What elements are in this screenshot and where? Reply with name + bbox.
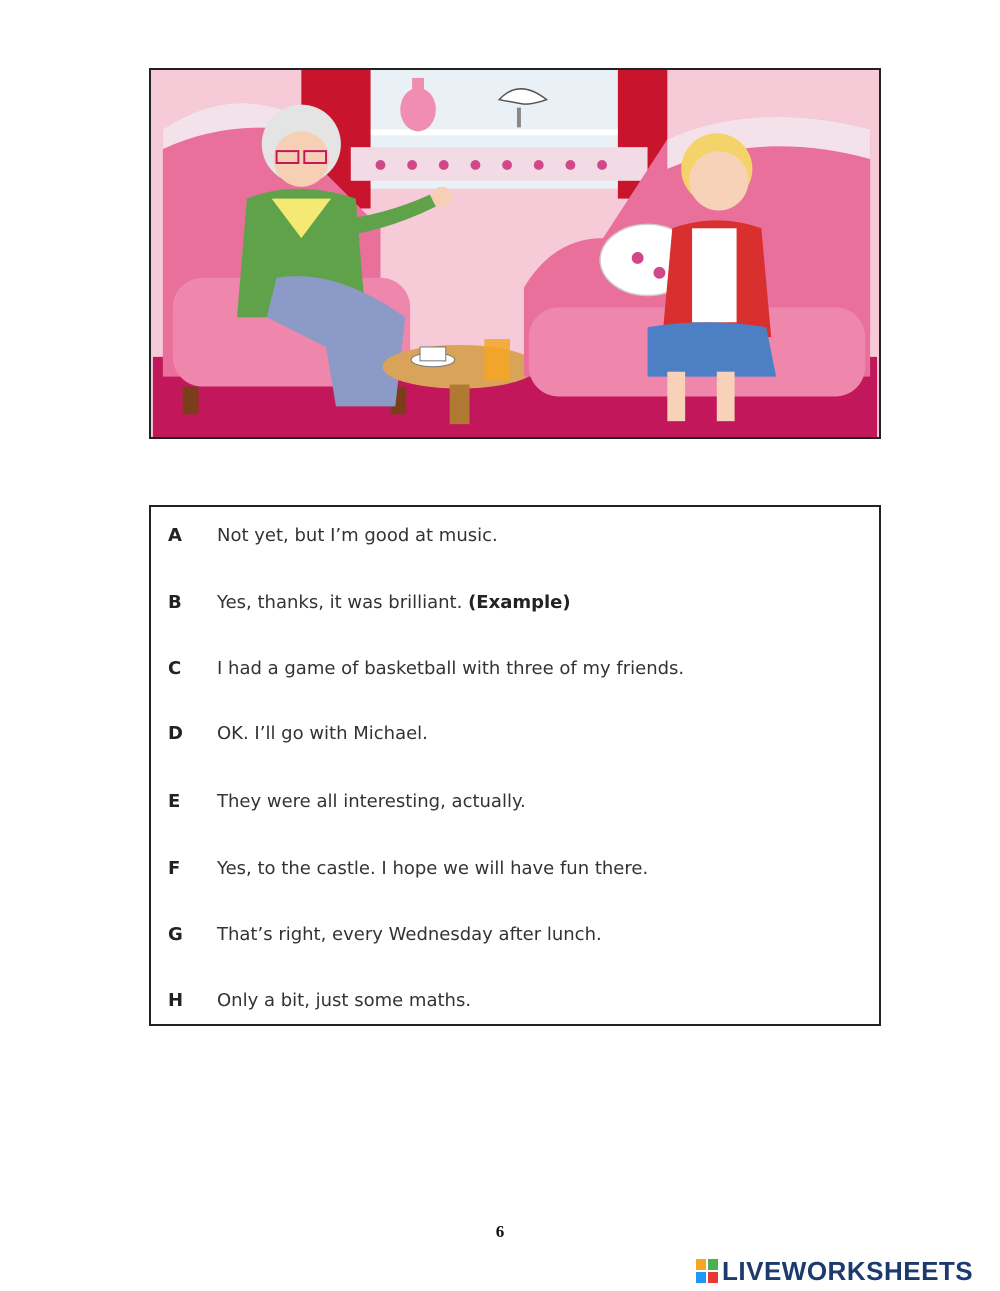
option-text [217,658,684,679]
option-text [217,592,571,613]
brand-name: LIVEWORKSHEETS [722,1255,974,1286]
option-sentence: They were all interesting, actually. [217,790,526,812]
option-sentence: Not yet, but I’m good at music. [217,524,498,546]
option-sentence: Only a bit, just some maths. [217,989,472,1011]
option-letter: B [168,591,182,613]
option-letter: G [168,923,183,945]
option-letter: F [168,857,181,879]
option-letter: A [168,524,182,546]
option-text [217,723,428,744]
option-sentence: Yes, to the castle. I hope we will have fun there. [217,857,649,879]
option-sentence: OK. I’ll go with Michael. [217,722,428,744]
option-text [217,791,526,812]
option-row-f [151,848,879,888]
example-tag: (Example) [468,591,571,613]
option-letter: E [168,790,181,812]
liveworksheets-logo-icon [696,1259,718,1283]
option-letter: C [168,657,182,679]
illustration-grandma-and-boy [149,68,881,439]
option-text [217,525,498,546]
option-text [217,858,648,879]
option-row-a [151,515,879,555]
option-sentence: I had a game of basketball with three of my friends. [217,657,685,679]
option-letter: D [168,722,183,744]
option-row-d [151,713,879,753]
option-text [217,990,471,1011]
option-row-g [151,914,879,954]
page-number: 6 [495,1222,505,1241]
liveworksheets-brand [696,1256,973,1286]
option-row-c [151,648,879,688]
option-letter: H [168,989,184,1011]
option-row-h [151,980,879,1020]
answer-options-box [149,505,881,1026]
option-row-b [151,582,879,622]
living-room-scene [151,70,879,437]
option-row-e [151,781,879,821]
option-sentence: That’s right, every Wednesday after lunch. [217,923,602,945]
option-text [217,924,602,945]
option-sentence: Yes, thanks, it was brilliant. [217,591,463,613]
